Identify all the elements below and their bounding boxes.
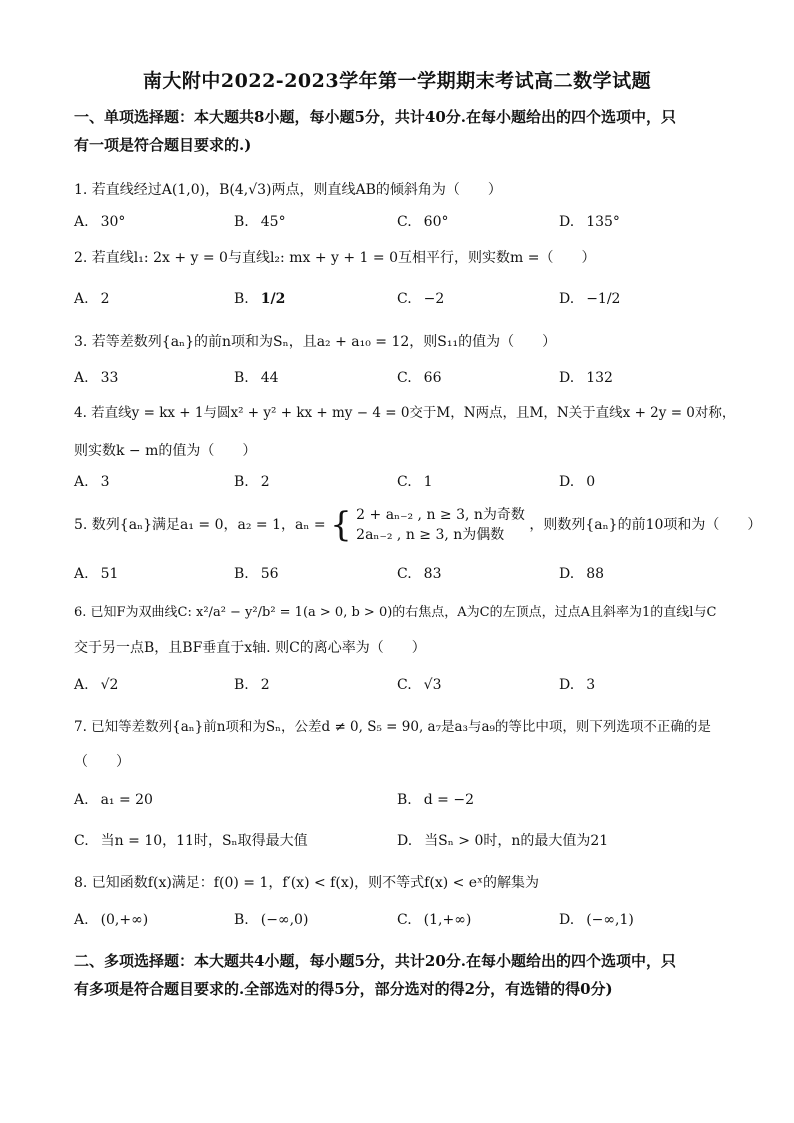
q5-option-a[interactable] [74, 563, 118, 585]
q7-option-d[interactable] [397, 830, 608, 852]
option-letter: C. [74, 833, 89, 849]
option-text: 0 [586, 474, 596, 490]
option-text: (1,+∞) [423, 912, 472, 928]
option-letter: A. [74, 677, 89, 693]
q7-option-b[interactable] [397, 789, 474, 811]
option-letter: A. [74, 291, 89, 307]
option-text: 当n = 10，11时，Sₙ取得最大值 [100, 833, 308, 849]
option-text: 30° [100, 214, 126, 230]
q6-option-c[interactable] [397, 674, 442, 696]
question-6-options [74, 674, 734, 696]
question-7-line1: 7. 已知等差数列{aₙ}前n项和为Sₙ，公差d ≠ 0, S₅ = 90, a₇是a₃与a₉的等比中项，则下列选项不正确的是 [74, 719, 711, 735]
section1-line2: 有一项是符合题目要求的.) [74, 136, 252, 154]
option-text: (−∞,1) [586, 912, 634, 928]
option-letter: B. [234, 291, 249, 307]
q8-option-c[interactable] [397, 909, 471, 931]
q8-option-d[interactable] [559, 909, 634, 931]
section1-heading [74, 103, 734, 159]
q3-option-c[interactable] [397, 367, 442, 389]
option-text: 88 [586, 566, 605, 582]
q1-option-d[interactable] [559, 211, 620, 233]
q1-option-c[interactable] [397, 211, 449, 233]
option-letter: D. [559, 214, 575, 230]
q7-option-a[interactable] [74, 789, 153, 811]
q2-option-d[interactable] [559, 288, 620, 310]
q1-option-b[interactable] [234, 211, 286, 233]
option-text: 45° [260, 214, 286, 230]
section1-line1: 一、单项选择题：本大题共8小题，每小题5分，共计40分.在每小题给出的四个选项中，只 [74, 108, 676, 126]
q6-option-b[interactable] [234, 674, 270, 696]
question-4-line2: 则实数k − m的值为（ ） [74, 443, 257, 459]
q3-option-b[interactable] [234, 367, 279, 389]
question-8-options [74, 909, 734, 931]
option-letter: C. [397, 214, 412, 230]
option-letter: B. [234, 912, 249, 928]
option-letter: A. [74, 474, 89, 490]
option-text: 当Sₙ > 0时，n的最大值为21 [424, 833, 609, 849]
q7-option-c[interactable] [74, 830, 308, 852]
section2-heading [74, 947, 734, 1003]
question-6-line2: 交于另一点B，且BF垂直于x轴. 则C的离心率为（ ） [74, 640, 426, 656]
option-letter: A. [74, 370, 89, 386]
option-text: √2 [100, 677, 119, 693]
option-letter: D. [559, 677, 575, 693]
option-letter: C. [397, 566, 412, 582]
q5-option-b[interactable] [234, 563, 279, 585]
option-letter: A. [74, 912, 89, 928]
option-letter: C. [397, 912, 412, 928]
q2-option-a[interactable] [74, 288, 109, 310]
question-7-options-row1 [74, 789, 734, 811]
q5-pre: 5. 数列{aₙ}满足a₁ = 0，a₂ = 1，aₙ = [74, 517, 326, 533]
question-5-options [74, 563, 734, 585]
option-text: a₁ = 20 [100, 792, 153, 808]
option-letter: C. [397, 291, 412, 307]
option-letter: C. [397, 474, 412, 490]
q6-option-d[interactable] [559, 674, 595, 696]
question-4-options [74, 471, 734, 493]
question-1-stem: 1. 若直线经过A(1,0)，B(4,√3)两点，则直线AB的倾斜角为（ ） [74, 182, 502, 198]
page-title: 南大附中2022-2023学年第一学期期末考试高二数学试题 [142, 70, 652, 92]
question-3-stem: 3. 若等差数列{aₙ}的前n项和为Sₙ，且a₂ + a₁₀ = 12，则S₁₁的值为（ ） [74, 334, 557, 350]
q3-option-a[interactable] [74, 367, 118, 389]
question-7-options-row2 [74, 830, 734, 852]
q6-option-a[interactable] [74, 674, 118, 696]
option-letter: C. [397, 370, 412, 386]
option-text: 66 [423, 370, 442, 386]
question-3-options [74, 367, 734, 389]
option-letter: D. [559, 370, 575, 386]
question-5-stem [74, 505, 762, 549]
option-letter: D. [397, 833, 413, 849]
q2-option-c[interactable] [397, 288, 444, 310]
option-text: 60° [423, 214, 449, 230]
option-letter: D. [559, 566, 575, 582]
q4-option-a[interactable] [74, 471, 109, 493]
option-text: 33 [100, 370, 119, 386]
option-text: 2 [100, 291, 110, 307]
option-text: −2 [423, 291, 445, 307]
option-text: d = −2 [423, 792, 474, 808]
q2-option-b[interactable] [234, 288, 285, 310]
option-letter: C. [397, 677, 412, 693]
option-text: 3 [586, 677, 596, 693]
section2-line1: 二、多项选择题：本大题共4小题，每小题5分，共计20分.在每小题给出的四个选项中，只 [74, 952, 676, 970]
question-4-line1: 4. 若直线y = kx + 1与圆x² + y² + kx + my − 4 = 0交于M，N两点，且M，N关于直线x + 2y = 0对称， [74, 405, 736, 421]
q3-option-d[interactable] [559, 367, 613, 389]
piecewise-cases [356, 505, 525, 545]
option-letter: B. [234, 566, 249, 582]
q4-option-c[interactable] [397, 471, 433, 493]
option-text: 132 [586, 370, 613, 386]
question-2-options [74, 288, 734, 310]
piecewise-brace: { [330, 505, 352, 545]
option-text: √3 [423, 677, 442, 693]
q5-option-d[interactable] [559, 563, 604, 585]
option-letter: B. [234, 370, 249, 386]
option-letter: B. [234, 677, 249, 693]
q5-option-c[interactable] [397, 563, 442, 585]
question-8-stem: 8. 已知函数f(x)满足：f(0) = 1，f′(x) < f(x)，则不等式f(x) < eˣ的解集为 [74, 875, 540, 891]
option-letter: A. [74, 214, 89, 230]
option-text: 2 [260, 474, 270, 490]
option-letter: D. [559, 291, 575, 307]
option-text: 51 [100, 566, 119, 582]
option-text: 1 [423, 474, 433, 490]
option-text: 56 [260, 566, 279, 582]
q5-post: ，则数列{aₙ}的前10项和为（ ） [529, 517, 762, 533]
question-1-options [74, 211, 734, 233]
option-text: −1/2 [586, 291, 621, 307]
question-7-line2: （ ） [74, 754, 130, 770]
option-letter: B. [234, 474, 249, 490]
question-2-stem: 2. 若直线l₁: 2x + y = 0与直线l₂: mx + y + 1 = 0互相平行，则实数m =（ ） [74, 250, 596, 266]
option-text: 1/2 [260, 291, 286, 307]
q8-option-a[interactable] [74, 909, 148, 931]
q4-option-d[interactable] [559, 471, 595, 493]
q4-option-b[interactable] [234, 471, 270, 493]
question-6-line1: 6. 已知F为双曲线C: x²/a² − y²/b² = 1(a > 0, b > 0)的右焦点，A为C的左顶点，过点A且斜率为1的直线l与C [74, 605, 717, 620]
case-odd: 2 + aₙ₋₂ , n ≥ 3, n为奇数 [356, 507, 525, 523]
option-letter: B. [234, 214, 249, 230]
case-even: 2aₙ₋₂ , n ≥ 3, n为偶数 [356, 527, 505, 543]
option-letter: A. [74, 792, 89, 808]
option-letter: D. [559, 912, 575, 928]
option-text: 44 [260, 370, 279, 386]
option-text: 2 [260, 677, 270, 693]
option-text: (0,+∞) [100, 912, 149, 928]
section2-line2: 有多项是符合题目要求的.全部选对的得5分，部分选对的得2分，有选错的得0分) [74, 980, 613, 998]
q1-option-a[interactable] [74, 211, 125, 233]
q8-option-b[interactable] [234, 909, 308, 931]
option-text: 83 [423, 566, 442, 582]
option-text: 3 [100, 474, 110, 490]
option-letter: B. [397, 792, 412, 808]
option-text: (−∞,0) [260, 912, 309, 928]
option-letter: D. [559, 474, 575, 490]
option-text: 135° [586, 214, 620, 230]
option-letter: A. [74, 566, 89, 582]
